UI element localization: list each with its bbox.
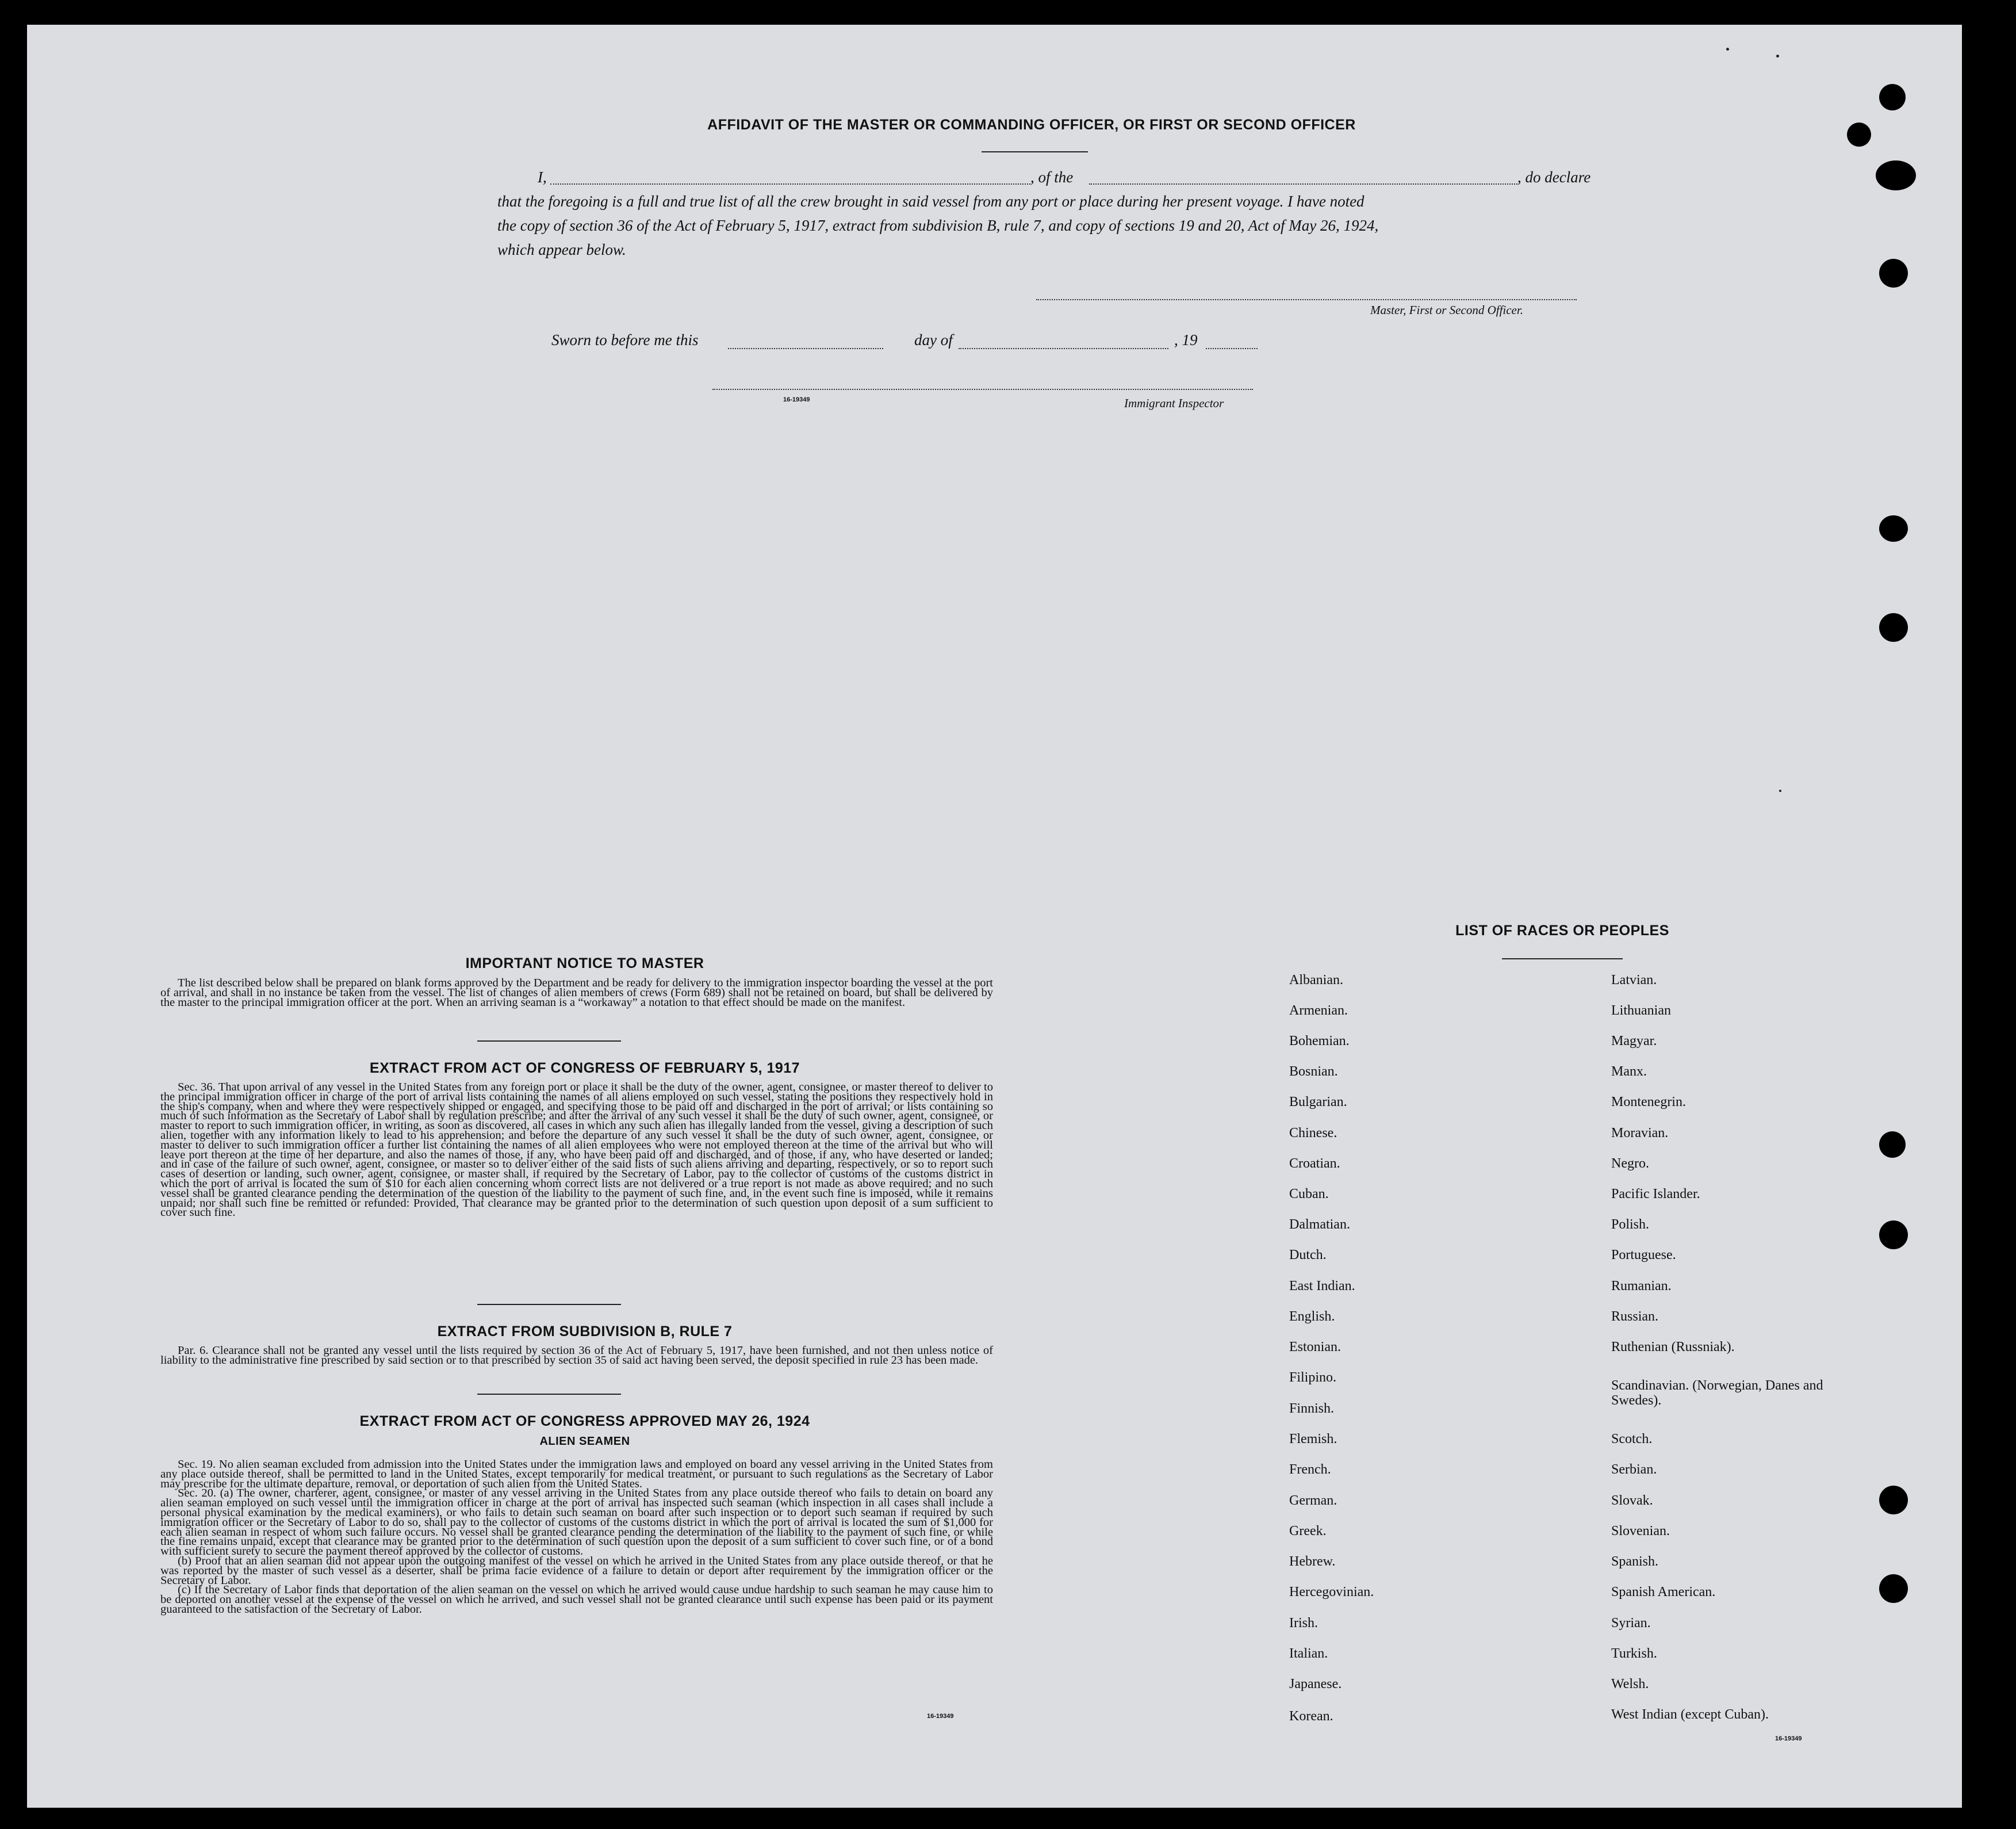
race-item: Korean.	[1289, 1709, 1333, 1724]
dust-speck	[1726, 48, 1729, 51]
sworn-day-label: day of	[914, 331, 953, 349]
race-item: Polish.	[1611, 1217, 1650, 1232]
binder-hole	[1879, 515, 1908, 542]
race-item: Filipino.	[1289, 1370, 1337, 1385]
race-item: Cuban.	[1289, 1187, 1329, 1202]
notice-paragraph: The list described below shall be prepared on blank forms approved by the Department and be ready for delivery to the immigration inspector boarding the vessel at the port of arrival, and shall in no instance be taken from the vessel. The list of changes of alien members of crews (Form 689) shall not be retained on board, but shall be delivered by the master to the principal immigration officer at the port. When an arriving seaman is a “workaway” a notation to that effect should be made on the manifest.	[160, 977, 993, 1009]
binder-hole	[1879, 84, 1906, 110]
binder-hole	[1879, 1574, 1908, 1603]
race-item: East Indian.	[1289, 1279, 1355, 1294]
race-item: Pacific Islander.	[1611, 1187, 1700, 1202]
race-item: Irish.	[1289, 1616, 1318, 1631]
race-item: Manx.	[1611, 1064, 1647, 1079]
divider	[477, 1040, 621, 1042]
form-number: 16-19349	[927, 1713, 954, 1720]
extract-1924-text	[160, 1460, 993, 1614]
sworn-start: Sworn to before me this	[551, 331, 699, 349]
form-number: 16-19349	[783, 396, 810, 403]
binder-hole	[1879, 1220, 1908, 1249]
race-item: Magyar.	[1611, 1034, 1657, 1049]
race-item: Rumanian.	[1611, 1279, 1672, 1294]
race-item: Spanish.	[1611, 1554, 1659, 1569]
sworn-day-field[interactable]	[728, 348, 883, 349]
race-item: Moravian.	[1611, 1126, 1669, 1141]
race-item: Ruthenian (Russniak).	[1611, 1340, 1735, 1354]
dust-speck	[1779, 790, 1781, 792]
race-item: Scandinavian. (Norwegian, Danes and Swedes).	[1611, 1378, 1823, 1408]
sworn-month-field[interactable]	[959, 348, 1168, 349]
affidavit-title: AFFIDAVIT OF THE MASTER OR COMMANDING OFFICER, OR FIRST OR SECOND OFFICER	[707, 117, 1356, 133]
race-item: French.	[1289, 1462, 1331, 1477]
race-item: Latvian.	[1611, 973, 1657, 988]
race-item: Turkish.	[1611, 1646, 1657, 1661]
extract-1917-paragraph: Sec. 36. That upon arrival of any vessel in the United States from any foreign port or place it shall be the duty of the owner, agent, consignee, or master thereof to deliver to the principal immigration officer in charge of the port of arrival lists containing the names of all aliens employed on such vessel, stating the positions they respectively hold in the ship's company, when and where they were respectively shipped or engaged, and specifying those to be paid off and discharged in the port of arrival; or lists containing so much of such information as the Secretary of Labor shall by regulation prescribe; and after the arrival of any such vessel it shall be the duty of such owner, agent, consignee, or master to report to such immigration officer, in writing, as soon as discovered, all cases in which any such alien has illegally landed from the vessel, giving a description of such alien, together with any information likely to lead to his apprehension; and before the departure of any such vessel it shall be the duty of such owner, agent, consignee, or master to deliver to such immigration officer a further list containing the names of all alien employees who were not employed thereon at the time of the arrival but who will leave port thereon at the time of her departure, and also the names of those, if any, who have been paid off and discharged, and of those, if any, who have deserted or landed; and in case of the failure of such owner, agent, consignee, or master so to deliver either of the said lists of such aliens arriving and departing, respectively, or so to report such cases of desertion or landing, such owner, agent, consignee, or master shall, if required by the Secretary of Labor, pay to the collector of customs of the customs district in which the port of arrival is located the sum of $10 for each alien concerning whom correct lists are not delivered or a true report is not made as above required; and no such vessel shall be granted clearance pending the determination of the question of the liability to the payment of such fine, and, in the event such fine is imposed, while it remains unpaid; nor shall such fine be remitted or refunded: Provided, That clearance may be granted prior to the determination of such question upon deposit of a sum sufficient to cover such fine.	[160, 1081, 993, 1219]
race-item: Lithuanian	[1611, 1003, 1671, 1018]
race-item: Japanese.	[1289, 1677, 1342, 1692]
races-title: LIST OF RACES OR PEOPLES	[1455, 923, 1669, 939]
sworn-year-label: , 19	[1174, 331, 1198, 349]
race-item: Bohemian.	[1289, 1034, 1350, 1049]
declaration-line-2: that the foregoing is a full and true list of all the crew brought in said vessel from any port or place during her present voyage. I have noted	[497, 193, 1365, 210]
alien-seamen-subtitle: ALIEN SEAMEN	[539, 1435, 630, 1448]
race-item: Bosnian.	[1289, 1064, 1338, 1079]
race-item: Chinese.	[1289, 1126, 1337, 1141]
dust-speck	[1776, 55, 1779, 58]
divider	[477, 1304, 621, 1305]
extract-1917-text	[160, 1082, 993, 1218]
race-item: Negro.	[1611, 1156, 1649, 1171]
declaration-line-1-end: , do declare	[1517, 169, 1591, 186]
declaration-line-1-start: I,	[538, 169, 547, 186]
race-item: Finnish.	[1289, 1401, 1335, 1416]
race-item: Russian.	[1611, 1309, 1659, 1324]
race-item: Portuguese.	[1611, 1248, 1676, 1262]
officer-signature-caption: Master, First or Second Officer.	[1370, 303, 1523, 317]
divider	[1502, 958, 1623, 959]
race-item: Armenian.	[1289, 1003, 1348, 1018]
race-item: Flemish.	[1289, 1432, 1337, 1447]
race-item: English.	[1289, 1309, 1335, 1324]
vessel-field[interactable]	[1089, 183, 1517, 185]
race-item: Estonian.	[1289, 1340, 1341, 1354]
inspector-caption: Immigrant Inspector	[1124, 396, 1224, 410]
binder-hole	[1879, 613, 1908, 642]
divider	[982, 151, 1088, 152]
race-item: Albanian.	[1289, 973, 1343, 988]
race-item: Slovenian.	[1611, 1524, 1670, 1539]
race-item: Syrian.	[1611, 1616, 1651, 1631]
race-item: Hercegovinian.	[1289, 1585, 1374, 1600]
section-20a-paragraph: Sec. 20. (a) The owner, charterer, agent, consignee, or master of any vessel arriving in the United States from any place outside thereof who fails to detain on board any alien seaman employed on such vessel until the immigration officer in charge at the port of arrival has inspected such seaman (which inspection in all cases shall include a personal physical examination by the medical examiners), or who fails to detain such seaman on board after such inspection or to deport such seaman if required by such immigration officer or the Secretary of Labor to do so, shall pay to the collector of customs of the customs district in which the port of arrival is located the sum of $1,000 for each alien seaman in respect of whom such failure occurs. No vessel shall be granted clearance pending the determination of the liability to the payment of such fine, or while the fine remains unpaid, except that clearance may be granted prior to the determination of such question upon the deposit of a sum sufficient to cover such fine, or of a bond with sufficient surety to secure the payment thereof approved by the collector of customs.	[160, 1487, 993, 1558]
race-item: Hebrew.	[1289, 1554, 1336, 1569]
officer-signature-field[interactable]	[1036, 299, 1577, 300]
binder-hole	[1879, 259, 1908, 288]
section-20b-paragraph: (b) Proof that an alien seaman did not appear upon the outgoing manifest of the vessel on which he arrived in the United States from any place outside thereof, or that he was reported by the master of such vessel as a deserter, shall be prima facie evidence of a failure to detain or deport after requirement by the immigration officer or the Secretary of Labor.	[160, 1554, 993, 1587]
race-item: Greek.	[1289, 1524, 1327, 1539]
binder-hole	[1879, 1486, 1908, 1514]
race-item: Montenegrin.	[1611, 1095, 1686, 1109]
form-number: 16-19349	[1775, 1735, 1802, 1742]
race-item: West Indian (except Cuban).	[1611, 1707, 1769, 1722]
race-item: Welsh.	[1611, 1677, 1649, 1692]
extract-rule7-paragraph: Par. 6. Clearance shall not be granted any vessel until the lists required by section 36 of the Act of February 5, 1917, have been furnished, and not then unless notice of liability to the administrative fine prescribed by said section or to that prescribed by section 35 of said act having been served, the deposit specified in rule 23 has been made.	[160, 1344, 993, 1367]
race-item: Serbian.	[1611, 1462, 1657, 1477]
race-item: Dalmatian.	[1289, 1217, 1350, 1232]
notice-title: IMPORTANT NOTICE TO MASTER	[465, 955, 704, 971]
race-item: Scotch.	[1611, 1432, 1653, 1447]
name-field[interactable]	[550, 183, 1030, 185]
section-19-paragraph: Sec. 19. No alien seaman excluded from admission into the United States under the immigration laws and employed on board any vessel arriving in the United States from any place outside thereof, shall be permitted to land in the United States, except temporarily for medical treatment, or pursuant to such regulations as the Secretary of Labor may prescribe for the ultimate departure, removal, or deportation of such alien from the United States.	[160, 1458, 993, 1490]
binder-hole	[1847, 123, 1871, 147]
divider	[477, 1394, 621, 1395]
extract-rule7-title: EXTRACT FROM SUBDIVISION B, RULE 7	[437, 1323, 733, 1340]
declaration-line-3: the copy of section 36 of the Act of February 5, 1917, extract from subdivision B, rule 7, and copy of sections 19 and 20, Act of May 26, 1924,	[497, 217, 1379, 234]
extract-1917-title: EXTRACT FROM ACT OF CONGRESS OF FEBRUARY 5, 1917	[369, 1060, 800, 1076]
race-item: German.	[1289, 1493, 1337, 1508]
extract-rule7-text	[160, 1346, 993, 1365]
race-item: Bulgarian.	[1289, 1095, 1347, 1109]
declaration-line-4: which appear below.	[497, 241, 626, 258]
declaration-line-1-mid: , of the	[1030, 169, 1074, 186]
race-item: Dutch.	[1289, 1248, 1327, 1262]
sworn-year-field[interactable]	[1206, 348, 1258, 349]
inspector-signature-field[interactable]	[712, 389, 1253, 390]
binder-hole	[1879, 1131, 1906, 1158]
extract-1924-title: EXTRACT FROM ACT OF CONGRESS APPROVED MAY 26, 1924	[359, 1413, 810, 1429]
race-item: Croatian.	[1289, 1156, 1340, 1171]
race-item: Slovak.	[1611, 1493, 1653, 1508]
form-sheet	[27, 25, 1962, 1808]
race-item: Spanish American.	[1611, 1585, 1716, 1600]
binder-hole	[1876, 160, 1916, 190]
section-20c-paragraph: (c) If the Secretary of Labor finds that deportation of the alien seaman on the vessel on which he arrived would cause undue hardship to such seaman he may cause him to be deported on another vessel at the expense of the vessel on which he arrived, and such vessel shall not be granted clearance until such expense has been paid or its payment guaranteed to the satisfaction of the Secretary of Labor.	[160, 1583, 993, 1616]
race-item: Italian.	[1289, 1646, 1328, 1661]
notice-text	[160, 978, 993, 1007]
